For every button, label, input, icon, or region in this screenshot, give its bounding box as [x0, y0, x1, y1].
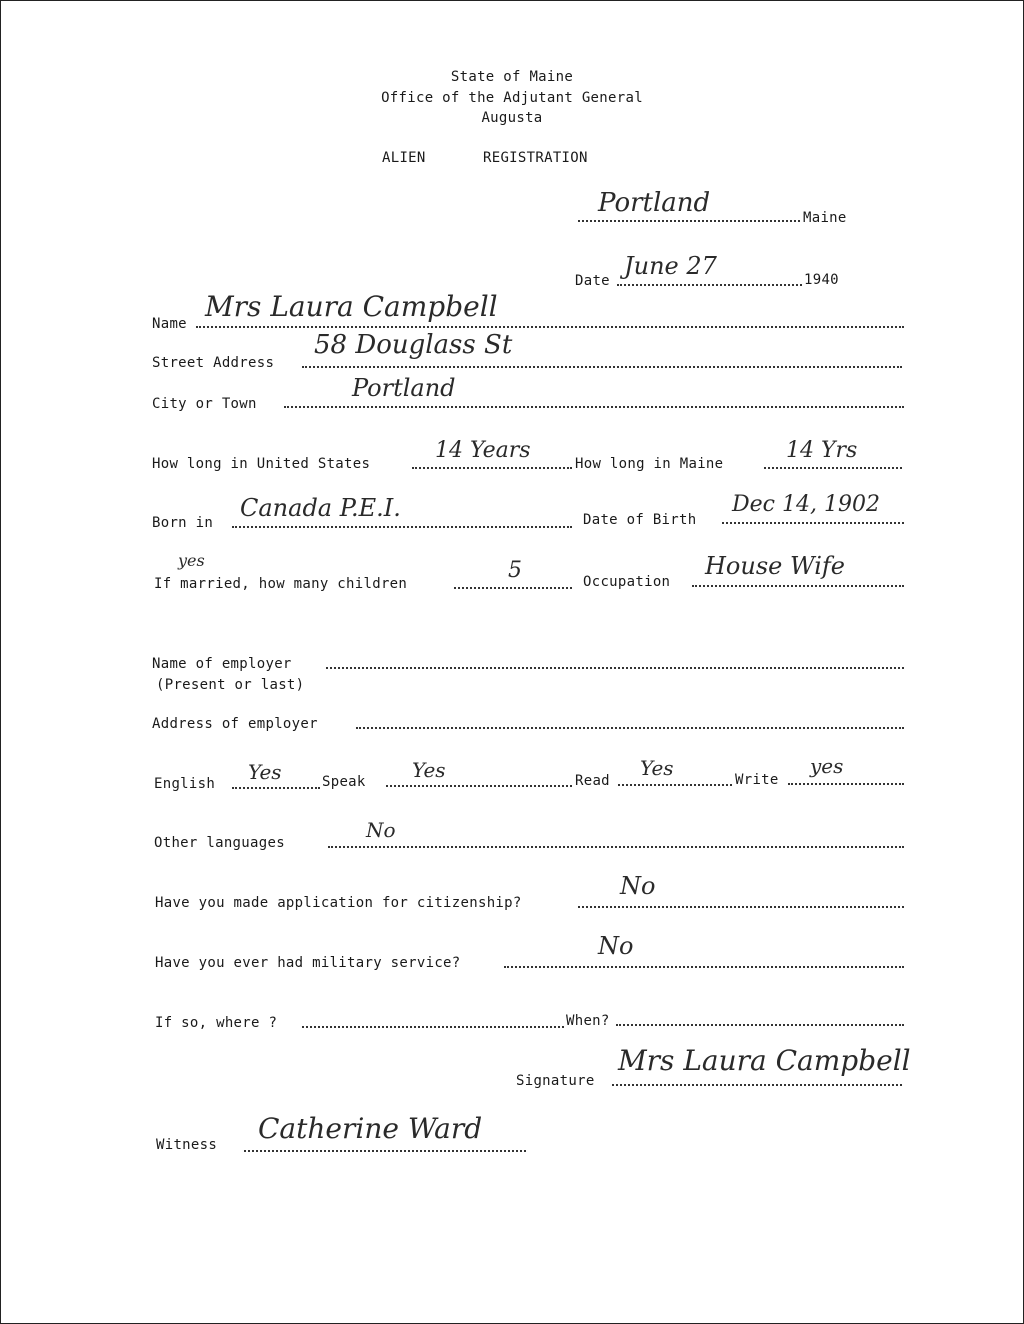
- location-handwritten: Portland: [598, 188, 711, 218]
- street-label: Street Address: [152, 355, 275, 371]
- speak-dots: [386, 785, 572, 787]
- speak-handwritten: Yes: [412, 758, 446, 782]
- employer-address-label: Address of employer: [152, 716, 318, 732]
- location-suffix: Maine: [803, 210, 847, 226]
- write-handwritten: yes: [810, 754, 844, 778]
- header-state: State of Maine: [450, 69, 574, 85]
- header-city: Augusta: [481, 110, 543, 126]
- us-handwritten: 14 Years: [435, 438, 531, 463]
- military-handwritten: No: [598, 932, 634, 960]
- citizenship-handwritten: No: [620, 872, 656, 900]
- english-handwritten: Yes: [248, 760, 282, 784]
- title-registration: REGISTRATION: [483, 150, 588, 166]
- city-label: City or Town: [152, 396, 257, 412]
- military-dots: [504, 966, 904, 968]
- street-dots: [302, 366, 902, 368]
- married-note: yes: [178, 551, 205, 570]
- employer-label: Name of employer: [152, 656, 292, 672]
- witness-dots: [244, 1150, 526, 1152]
- dob-dots: [722, 522, 904, 524]
- employer-address-dots: [356, 727, 904, 729]
- header-office: Office of the Adjutant General: [381, 90, 643, 106]
- born-handwritten: Canada P.E.I.: [240, 494, 401, 522]
- born-dots: [232, 526, 572, 528]
- read-label: Read: [575, 773, 610, 789]
- other-languages-label: Other languages: [154, 835, 285, 851]
- other-languages-handwritten: No: [366, 818, 396, 842]
- children-handwritten: 5: [508, 558, 522, 583]
- born-label: Born in: [152, 515, 214, 531]
- citizenship-label: Have you made application for citizenship?: [155, 895, 522, 911]
- where-dots: [302, 1026, 564, 1028]
- signature-handwritten: Mrs Laura Campbell: [618, 1044, 911, 1077]
- military-label: Have you ever had military service?: [155, 955, 461, 971]
- maine-label: How long in Maine: [575, 456, 724, 472]
- english-label: English: [154, 776, 216, 792]
- title-alien: ALIEN: [382, 150, 426, 166]
- speak-label: Speak: [322, 774, 366, 790]
- dob-handwritten: Dec 14, 1902: [732, 492, 880, 517]
- read-handwritten: Yes: [640, 756, 674, 780]
- signature-label: Signature: [516, 1073, 595, 1089]
- when-dots: [616, 1024, 904, 1026]
- city-handwritten: Portland: [352, 374, 456, 402]
- employer-sublabel: (Present or last): [156, 677, 305, 693]
- write-label: Write: [735, 772, 779, 788]
- name-handwritten: Mrs Laura Campbell: [205, 290, 498, 323]
- other-languages-dots: [328, 846, 904, 848]
- english-dots: [232, 787, 320, 789]
- employer-dots: [326, 667, 904, 669]
- occupation-handwritten: House Wife: [705, 552, 845, 580]
- city-dots: [284, 406, 904, 408]
- write-dots: [788, 783, 904, 785]
- us-dots: [412, 467, 572, 469]
- occupation-dots: [692, 585, 904, 587]
- witness-handwritten: Catherine Ward: [258, 1112, 483, 1145]
- witness-label: Witness: [156, 1137, 218, 1153]
- date-handwritten: June 27: [624, 252, 717, 280]
- married-label: If married, how many children: [154, 576, 408, 592]
- maine-dots: [764, 467, 902, 469]
- maine-handwritten: 14 Yrs: [786, 438, 858, 463]
- name-label: Name: [152, 316, 187, 332]
- location-dots: [578, 220, 800, 222]
- read-dots: [618, 784, 732, 786]
- when-label: When?: [566, 1013, 610, 1029]
- occupation-label: Occupation: [583, 574, 671, 590]
- where-label: If so, where ?: [155, 1015, 278, 1031]
- children-dots: [454, 587, 572, 589]
- signature-dots: [612, 1084, 902, 1086]
- us-label: How long in United States: [152, 456, 371, 472]
- dob-label: Date of Birth: [583, 512, 697, 528]
- date-year: 1940: [804, 272, 839, 288]
- street-handwritten: 58 Douglass St: [314, 330, 513, 360]
- date-label: Date: [575, 273, 610, 289]
- citizenship-dots: [578, 906, 904, 908]
- name-dots: [196, 326, 904, 328]
- date-dots: [617, 284, 802, 286]
